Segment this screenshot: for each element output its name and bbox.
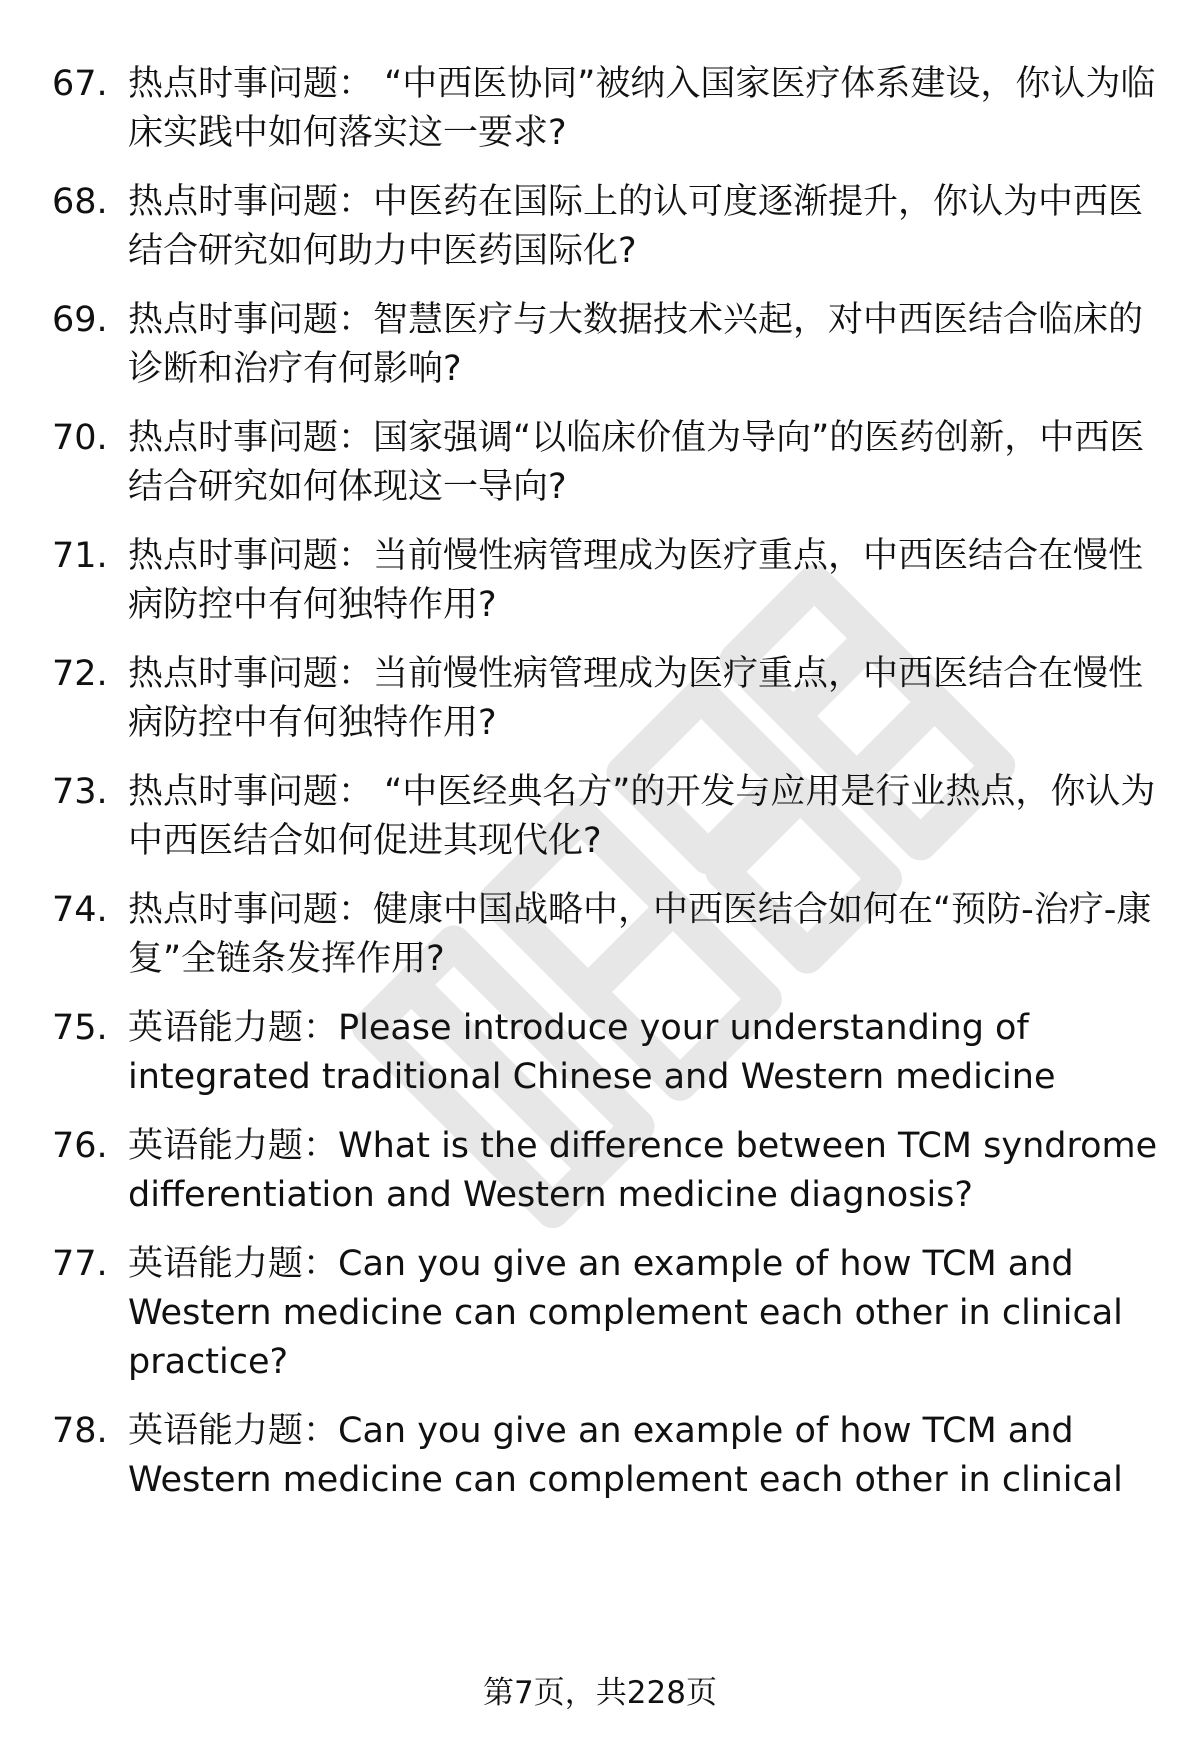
question-item (52, 1240, 1162, 1387)
question-text: 热点时事问题： “中西医协同”被纳入国家医疗体系建设，你认为临床实践中如何落实这一要求? (128, 64, 1156, 153)
question-text: 热点时事问题：当前慢性病管理成为医疗重点，中西医结合在慢性病防控中有何独特作用? (128, 654, 1144, 743)
question-text: 英语能力题：Please introduce your understanding of integrated traditional Chinese and Western medicine (128, 1008, 1056, 1097)
question-text: 热点时事问题：国家强调“以临床价值为导向”的医药创新，中西医结合研究如何体现这一导向? (128, 418, 1145, 507)
question-list (52, 60, 1162, 1525)
question-number: 72. (52, 654, 108, 694)
question-number: 77. (52, 1244, 108, 1284)
question-item (52, 414, 1162, 512)
question-number: 76. (52, 1126, 108, 1166)
question-number: 75. (52, 1008, 108, 1048)
question-item (52, 1407, 1162, 1505)
question-text: 热点时事问题：当前慢性病管理成为医疗重点，中西医结合在慢性病防控中有何独特作用? (128, 536, 1144, 625)
question-text: 热点时事问题：智慧医疗与大数据技术兴起，对中西医结合临床的诊断和治疗有何影响? (128, 300, 1144, 389)
question-item (52, 60, 1162, 158)
question-number: 73. (52, 772, 108, 812)
question-number: 74. (52, 890, 108, 930)
question-text: 英语能力题：Can you give an example of how TCM and Western medicine can complement each other in clinical practice? (128, 1244, 1123, 1382)
question-item (52, 1122, 1162, 1220)
question-text: 热点时事问题：中医药在国际上的认可度逐渐提升，你认为中西医结合研究如何助力中医药国际化? (128, 182, 1144, 271)
question-text: 英语能力题：What is the difference between TCM syndrome differentiation and Western medicine diagnosis? (128, 1126, 1158, 1215)
question-item (52, 1004, 1162, 1102)
question-number: 67. (52, 64, 108, 104)
page-footer: 第7页，共228页 (483, 1675, 717, 1711)
question-item (52, 768, 1162, 866)
question-item (52, 296, 1162, 394)
question-number: 71. (52, 536, 108, 576)
question-number: 68. (52, 182, 108, 222)
question-item (52, 178, 1162, 276)
question-number: 70. (52, 418, 108, 458)
question-item (52, 532, 1162, 630)
question-text: 热点时事问题：健康中国战略中，中西医结合如何在“预防-治疗-康复”全链条发挥作用? (128, 890, 1152, 979)
question-item (52, 886, 1162, 984)
question-number: 78. (52, 1411, 108, 1451)
question-item (52, 650, 1162, 748)
question-text: 英语能力题：Can you give an example of how TCM and Western medicine can complement each other in clinical (128, 1411, 1123, 1500)
question-text: 热点时事问题： “中医经典名方”的开发与应用是行业热点，你认为中西医结合如何促进其现代化? (128, 772, 1156, 861)
question-number: 69. (52, 300, 108, 340)
